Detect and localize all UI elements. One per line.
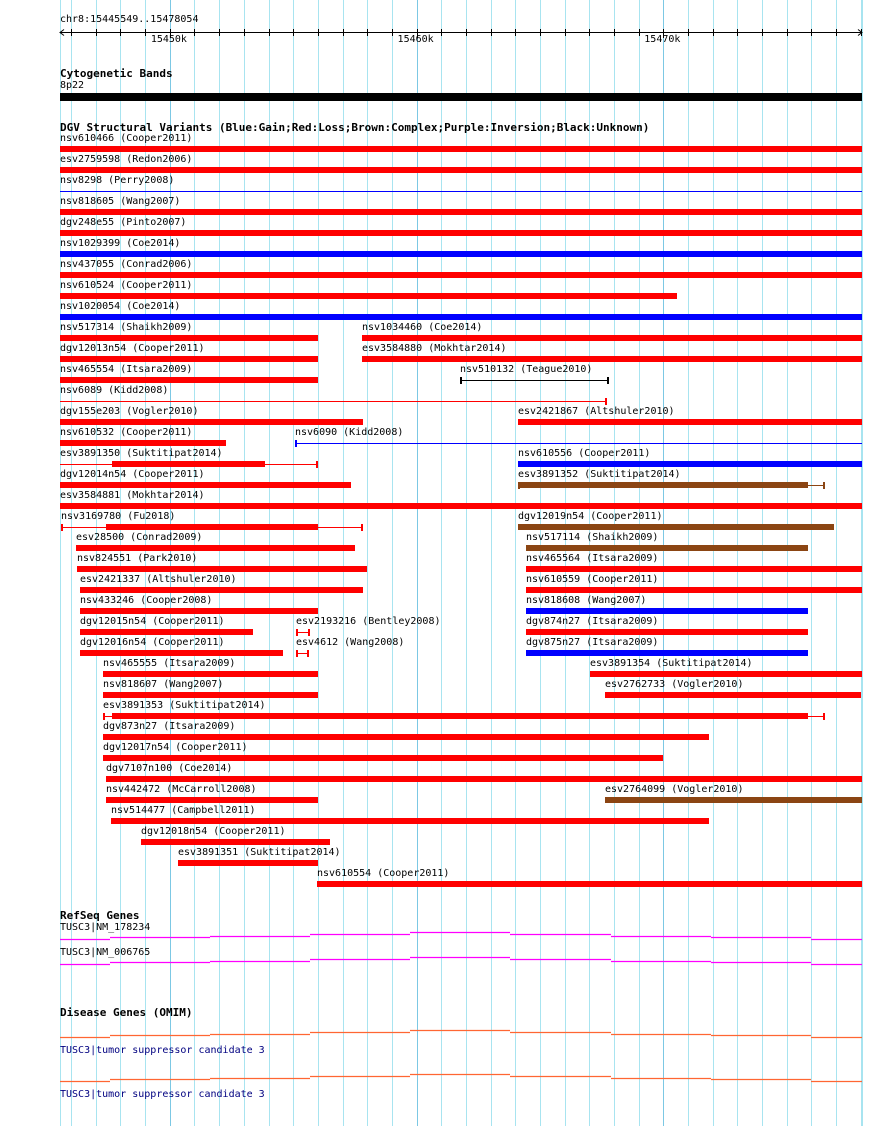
- sv-feature-label[interactable]: nsv517314 (Shaikh2009): [60, 322, 193, 333]
- sv-feature-label[interactable]: nsv610559 (Cooper2011): [526, 574, 659, 585]
- omim-gene-label[interactable]: TUSC3|tumor suppressor candidate 3: [60, 1089, 265, 1100]
- sv-feature-label[interactable]: nsv517114 (Shaikh2009): [526, 532, 659, 543]
- sv-feature-label[interactable]: nsv437055 (Conrad2006): [60, 259, 193, 270]
- sv-feature-label[interactable]: dgv12014n54 (Cooper2011): [60, 469, 205, 480]
- sv-feature-label[interactable]: dgv873n27 (Itsara2009): [103, 721, 236, 732]
- axis-tick-label: 15460k: [397, 34, 434, 45]
- refseq-gene-label[interactable]: TUSC3|NM_006765: [60, 947, 151, 958]
- sv-feature-label[interactable]: esv28500 (Conrad2009): [76, 532, 203, 543]
- sv-feature-label[interactable]: nsv818607 (Wang2007): [103, 679, 224, 690]
- sv-feature-label[interactable]: esv2764099 (Vogler2010): [605, 784, 744, 795]
- sv-feature-label[interactable]: dgv12015n54 (Cooper2011): [80, 616, 225, 627]
- sv-feature-label[interactable]: nsv6090 (Kidd2008): [295, 427, 404, 438]
- sv-feature-label[interactable]: dgv12013n54 (Cooper2011): [60, 343, 205, 354]
- sv-feature-label[interactable]: nsv433246 (Cooper2008): [80, 595, 213, 606]
- sv-feature-label[interactable]: esv4612 (Wang2008): [296, 637, 405, 648]
- sv-feature-label[interactable]: esv3891352 (Suktitipat2014): [518, 469, 681, 480]
- sv-feature-label[interactable]: nsv8298 (Perry2008): [60, 175, 175, 186]
- sv-feature-label[interactable]: esv3584881 (Mokhtar2014): [60, 490, 205, 501]
- cytoband-label: 8p22: [60, 80, 85, 91]
- omim-track-title: Disease Genes (OMIM): [60, 1006, 193, 1019]
- sv-feature-label[interactable]: nsv610524 (Cooper2011): [60, 280, 193, 291]
- sv-feature-label[interactable]: dgv12017n54 (Cooper2011): [103, 742, 248, 753]
- sv-feature-label[interactable]: esv2762733 (Vogler2010): [605, 679, 744, 690]
- sv-feature-label[interactable]: esv3891351 (Suktitipat2014): [178, 847, 341, 858]
- sv-feature-label[interactable]: nsv510132 (Teague2010): [460, 364, 593, 375]
- sv-feature-label[interactable]: nsv3169780 (Fu2018): [61, 511, 176, 522]
- refseq-gene-model[interactable]: [60, 933, 862, 940]
- sv-feature-label[interactable]: nsv610466 (Cooper2011): [60, 133, 193, 144]
- refseq-gene-model[interactable]: [60, 958, 862, 965]
- sv-feature-label[interactable]: esv2759598 (Redon2006): [60, 154, 193, 165]
- sv-feature-label[interactable]: nsv465564 (Itsara2009): [526, 553, 659, 564]
- sv-feature-label[interactable]: nsv465555 (Itsara2009): [103, 658, 236, 669]
- sv-feature-label[interactable]: nsv610532 (Cooper2011): [60, 427, 193, 438]
- sv-feature-label[interactable]: esv2421867 (Altshuler2010): [518, 406, 675, 417]
- sv-feature-label[interactable]: dgv155e203 (Vogler2010): [60, 406, 199, 417]
- sv-feature-label[interactable]: nsv824551 (Park2010): [77, 553, 198, 564]
- sv-feature-label[interactable]: nsv1020054 (Coe2014): [60, 301, 181, 312]
- sv-feature-label[interactable]: dgv874n27 (Itsara2009): [526, 616, 659, 627]
- sv-feature-label[interactable]: esv3891353 (Suktitipat2014): [103, 700, 266, 711]
- sv-feature-label[interactable]: esv3891350 (Suktitipat2014): [60, 448, 223, 459]
- region-title: chr8:15445549..15478054: [60, 14, 199, 25]
- sv-feature-label[interactable]: nsv514477 (Campbell2011): [111, 805, 256, 816]
- sv-feature-label[interactable]: nsv465554 (Itsara2009): [60, 364, 193, 375]
- omim-gene-label[interactable]: TUSC3|tumor suppressor candidate 3: [60, 1045, 265, 1056]
- omim-gene-model[interactable]: [60, 1031, 862, 1038]
- sv-feature-label[interactable]: nsv6089 (Kidd2008): [60, 385, 169, 396]
- sv-feature-label[interactable]: esv2193216 (Bentley2008): [296, 616, 441, 627]
- dgv-track-title: DGV Structural Variants (Blue:Gain;Red:Loss;Brown:Complex;Purple:Inversion;Black:Unknown): [60, 121, 650, 134]
- sv-feature-label[interactable]: nsv818608 (Wang2007): [526, 595, 647, 606]
- sv-feature-label[interactable]: nsv610556 (Cooper2011): [518, 448, 651, 459]
- sv-feature-label[interactable]: nsv818605 (Wang2007): [60, 196, 181, 207]
- axis-tick-label: 15470k: [644, 34, 681, 45]
- sv-feature-label[interactable]: nsv1034460 (Coe2014): [362, 322, 483, 333]
- sv-feature-label[interactable]: dgv12016n54 (Cooper2011): [80, 637, 225, 648]
- sv-feature-label[interactable]: nsv442472 (McCarroll2008): [106, 784, 257, 795]
- sv-feature-label[interactable]: dgv12018n54 (Cooper2011): [141, 826, 286, 837]
- sv-feature-label[interactable]: esv3891354 (Suktitipat2014): [590, 658, 753, 669]
- sv-feature-label[interactable]: nsv610554 (Cooper2011): [317, 868, 450, 879]
- cytoband-track-title: Cytogenetic Bands: [60, 67, 173, 80]
- sv-feature-label[interactable]: dgv7107n100 (Coe2014): [106, 763, 233, 774]
- sv-feature-label[interactable]: dgv875n27 (Itsara2009): [526, 637, 659, 648]
- sv-feature-label[interactable]: dgv248e55 (Pinto2007): [60, 217, 187, 228]
- omim-gene-model[interactable]: [60, 1075, 862, 1082]
- refseq-gene-label[interactable]: TUSC3|NM_178234: [60, 922, 151, 933]
- sv-feature-label[interactable]: esv2421337 (Altshuler2010): [80, 574, 237, 585]
- sv-feature-label[interactable]: dgv12019n54 (Cooper2011): [518, 511, 663, 522]
- sv-feature-label[interactable]: nsv1029399 (Coe2014): [60, 238, 181, 249]
- refseq-track-title: RefSeq Genes: [60, 909, 140, 922]
- axis-tick-label: 15450k: [150, 34, 187, 45]
- sv-feature-label[interactable]: esv3584880 (Mokhtar2014): [362, 343, 507, 354]
